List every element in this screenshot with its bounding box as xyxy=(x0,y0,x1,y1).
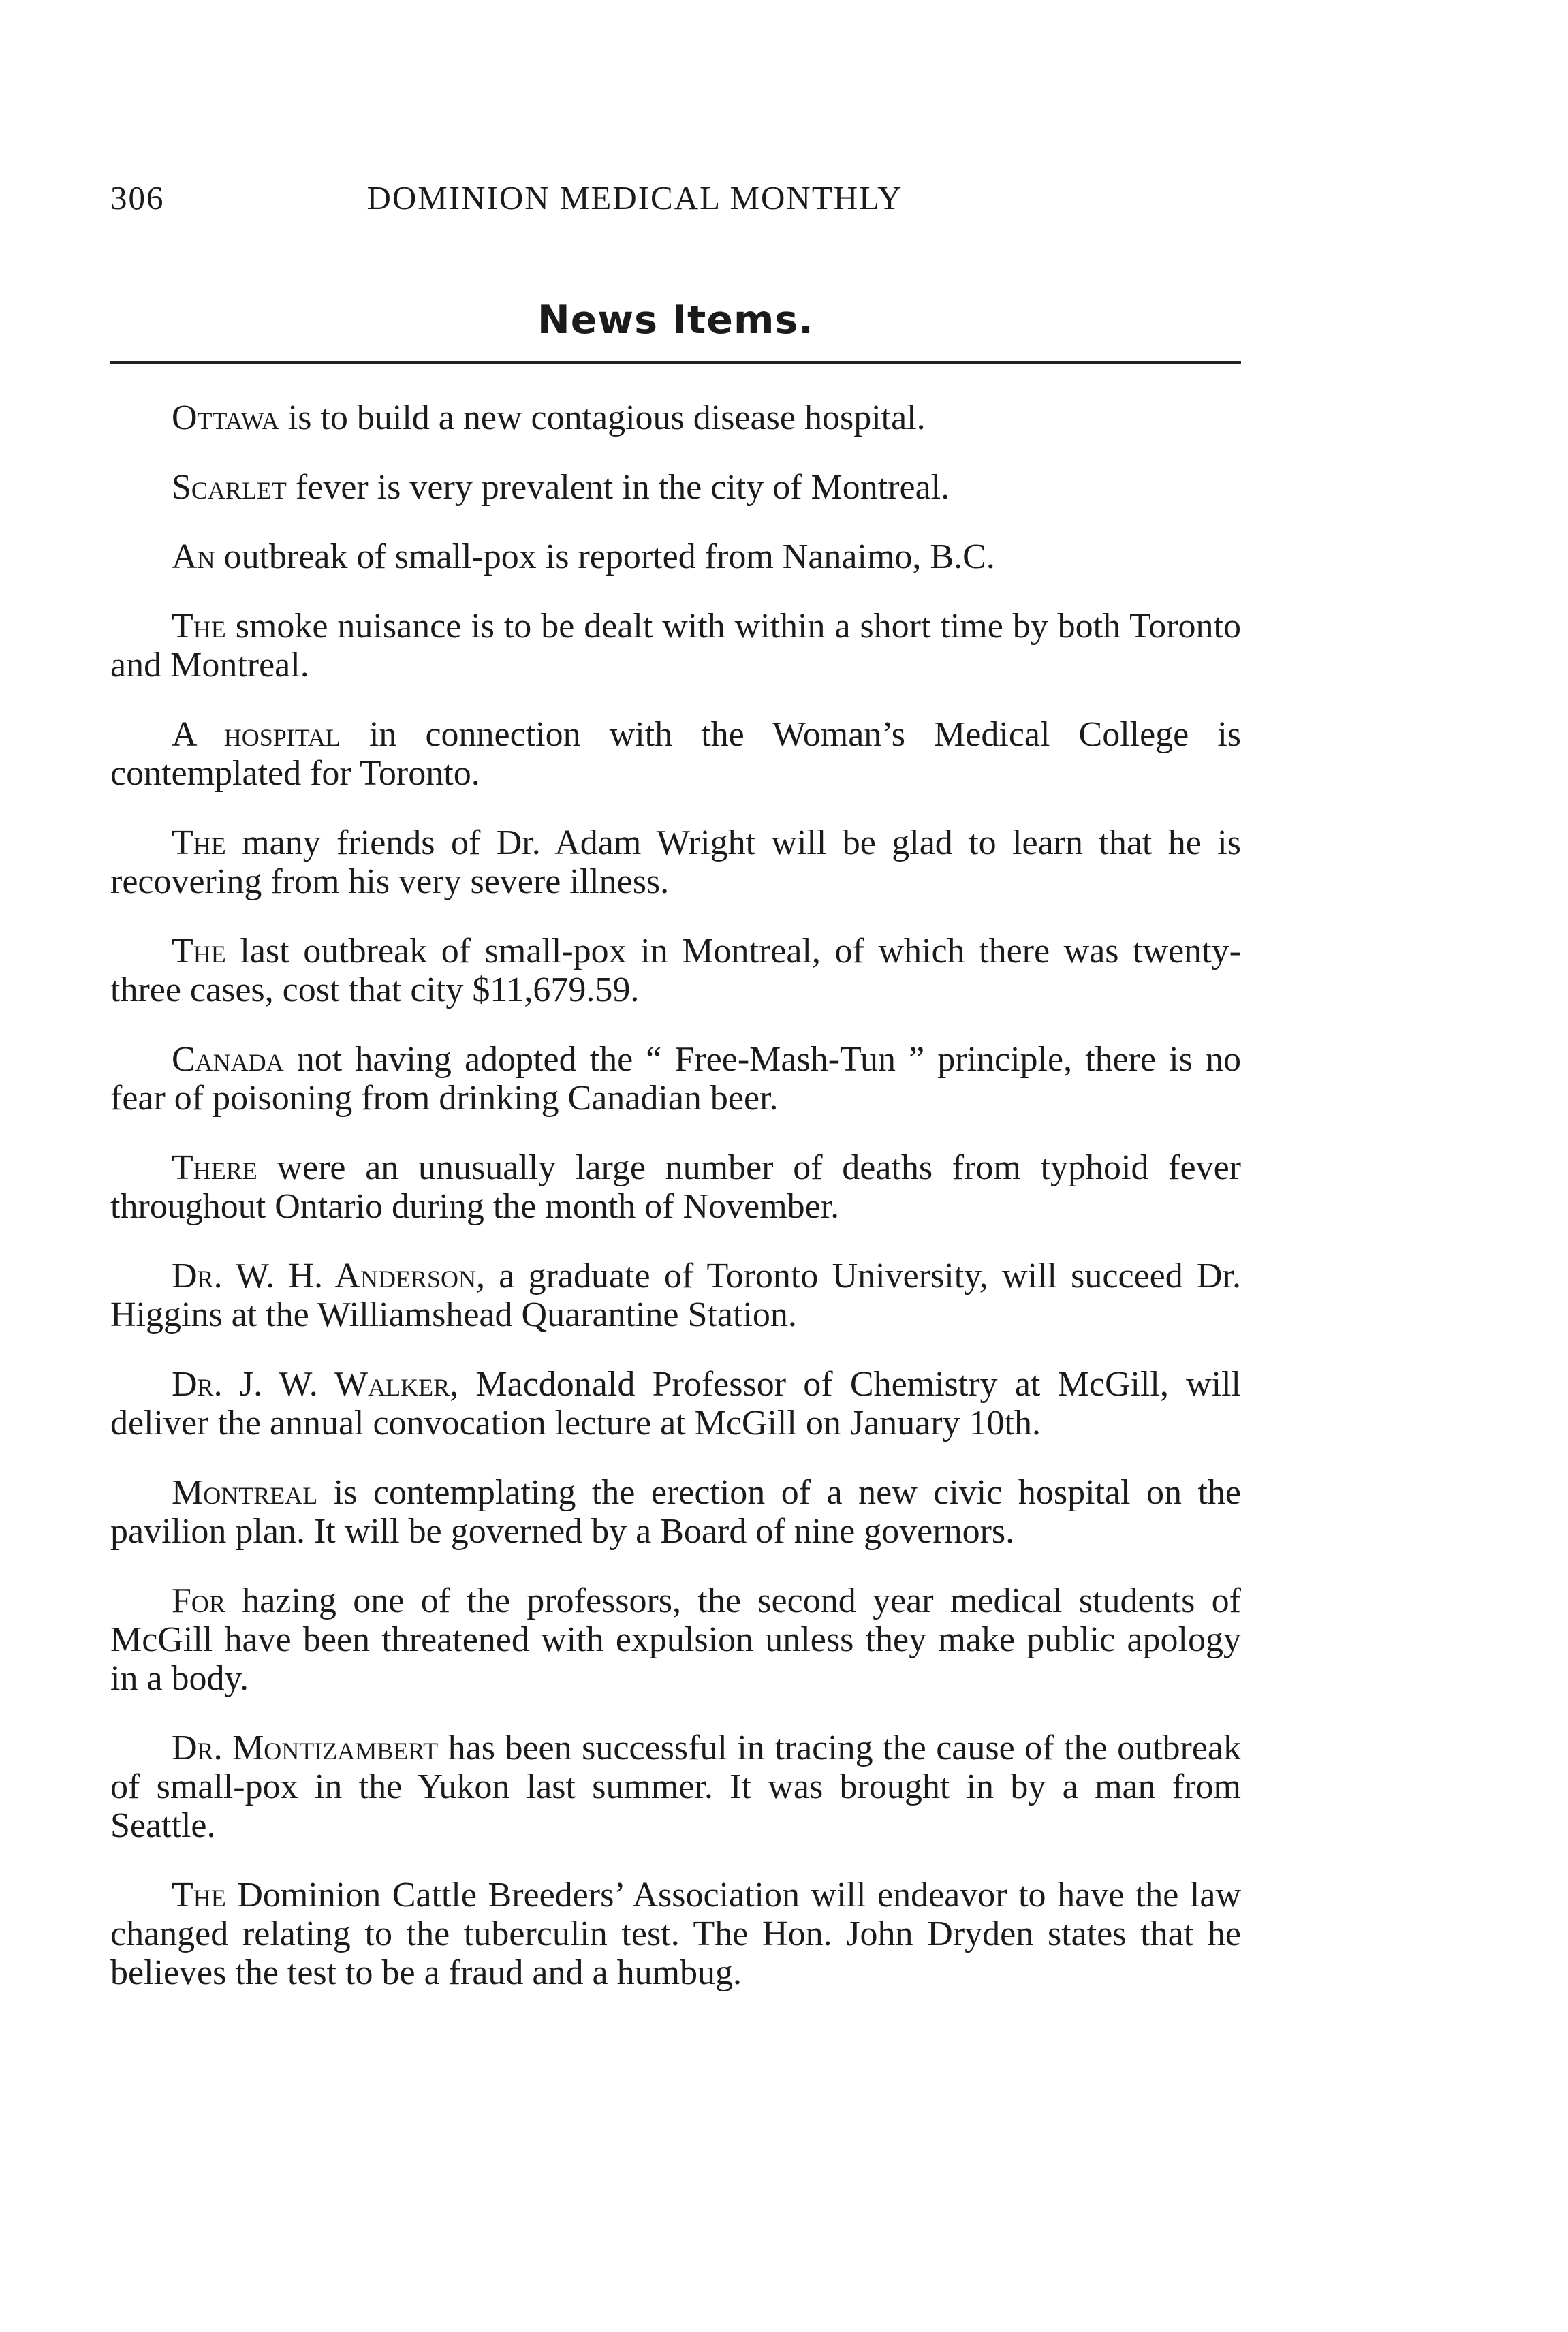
news-item-lead: Dr. Montizambert xyxy=(172,1729,439,1767)
news-item xyxy=(110,1876,1241,1992)
news-item xyxy=(110,1257,1241,1334)
news-item-text: , a graduate of Toronto University, will succeed Dr. Higgins at the Williamshead Quarantine Station. xyxy=(110,1257,1241,1334)
news-item-text: is contemplating the erection of a new civic hospital on the pavilion plan. It will be governed by a Board of nine governors. xyxy=(110,1473,1241,1551)
journal-title: DOMINION MEDICAL MONTHLY xyxy=(366,179,903,217)
news-item-text: smoke nuisance is to be dealt with within a short time by both Toronto and Montreal. xyxy=(110,607,1241,684)
news-item xyxy=(110,537,1241,576)
news-item-lead: Scarlet xyxy=(172,468,287,507)
news-item-lead: The xyxy=(172,932,226,971)
news-item-text: has been successful in tracing the cause of the outbreak of small-pox in the Yukon last summer. It was brought in by a man from Seattle. xyxy=(110,1729,1241,1845)
news-item-lead: There xyxy=(172,1148,257,1187)
news-item-lead: The xyxy=(172,1876,226,1915)
news-item-text: is to build a new contagious disease hospital. xyxy=(279,398,926,437)
page-number: 306 xyxy=(110,179,165,217)
news-item-lead: The xyxy=(172,607,226,646)
section-rule xyxy=(110,361,1241,364)
news-item-text: were an unusually large number of deaths from typhoid fever throughout Ontario during the month of November. xyxy=(110,1148,1241,1226)
news-item-text: Dominion Cattle Breeders’ Association will endeavor to have the law changed relating to the tuberculin test. The Hon. John Dryden states that he believes the test to be a fraud and a humbug. xyxy=(110,1876,1241,1992)
news-item-lead: Canada xyxy=(172,1040,284,1079)
news-item xyxy=(110,607,1241,684)
news-items-list xyxy=(110,398,1241,2023)
news-item xyxy=(110,1473,1241,1551)
news-item-lead: The xyxy=(172,823,226,862)
news-item-lead: An xyxy=(172,537,215,576)
news-item xyxy=(110,398,1241,437)
news-item-text: fever is very prevalent in the city of Montreal. xyxy=(286,468,950,507)
news-item xyxy=(110,1581,1241,1698)
news-item-text: hazing one of the professors, the second year medical students of McGill have been threatened with expulsion unless they make public apology in a body. xyxy=(110,1581,1241,1698)
news-item xyxy=(110,1148,1241,1226)
news-item-lead: Montreal xyxy=(172,1473,318,1512)
news-item-lead: Dr. J. W. Walker xyxy=(172,1365,450,1404)
running-head xyxy=(110,178,1241,226)
news-item xyxy=(110,823,1241,901)
news-item xyxy=(110,1729,1241,1845)
news-item-lead: For xyxy=(172,1581,225,1620)
news-item-text: outbreak of small-pox is reported from Nanaimo, B.C. xyxy=(215,537,995,576)
news-item-text: , Macdonald Professor of Chemistry at McGill, will deliver the annual convocation lecture at McGill on January 10th. xyxy=(110,1365,1242,1443)
news-item xyxy=(110,1365,1241,1443)
news-item-text: not having adopted the “ Free-Mash-Tun ” principle, there is no fear of poisoning from drinking Canadian beer. xyxy=(110,1040,1241,1118)
news-item-lead: Ottawa xyxy=(172,398,279,437)
news-item xyxy=(110,715,1241,793)
news-item-lead: A hospital xyxy=(172,715,341,754)
news-item-text: in connection with the Woman’s Medical College is contemplated for Toronto. xyxy=(110,715,1241,793)
news-item xyxy=(110,932,1241,1009)
news-item xyxy=(110,468,1241,507)
section-title: News Items. xyxy=(537,298,814,343)
news-item-text: many friends of Dr. Adam Wright will be glad to learn that he is recovering from his very severe illness. xyxy=(110,823,1241,901)
news-item-lead: Dr. W. H. Anderson xyxy=(172,1257,476,1295)
news-item xyxy=(110,1040,1241,1118)
news-item-text: last outbreak of small-pox in Montreal, of which there was twenty-three cases, cost that city $11,679.59. xyxy=(110,932,1241,1009)
